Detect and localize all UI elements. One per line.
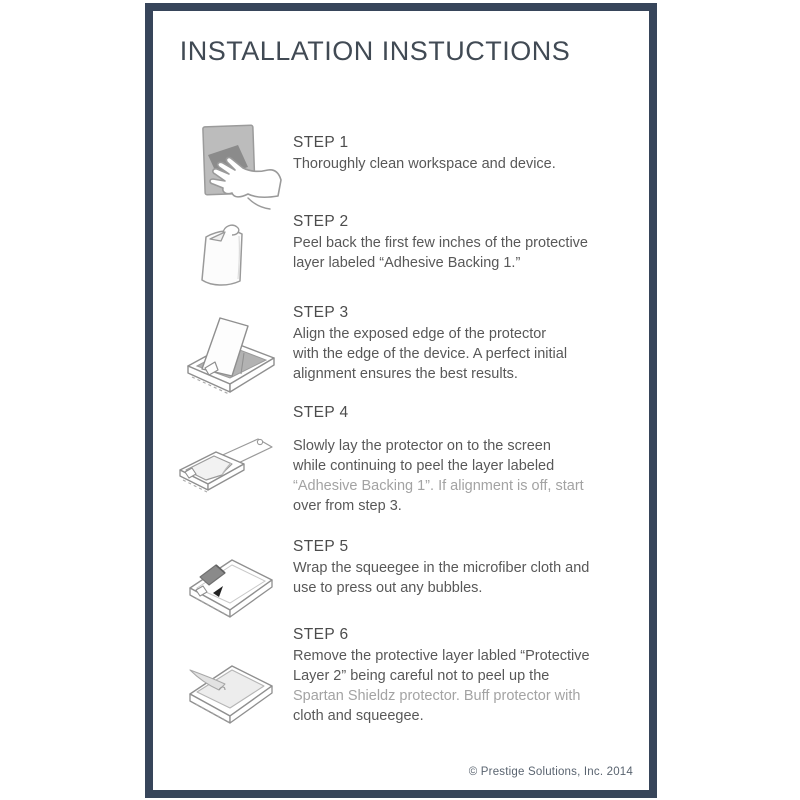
peeling-backing-sheet-illustration	[194, 222, 254, 292]
step-description-line: Peel back the first few inches of the protective	[293, 235, 588, 251]
squeegee-pressing-bubbles-illustration	[184, 546, 276, 620]
step-description-line: layer labeled “Adhesive Backing 1.”	[293, 255, 521, 271]
step-description-line: over from step 3.	[293, 498, 402, 514]
step-description-line: use to press out any bubbles.	[293, 580, 483, 596]
step-label: STEP 6	[293, 626, 349, 643]
step-label: STEP 2	[293, 213, 349, 230]
step-description	[293, 646, 625, 726]
step-description	[293, 154, 625, 174]
footer-copyright: © Prestige Solutions, Inc. 2014	[468, 766, 633, 778]
step-description-line: “Adhesive Backing 1”. If alignment is off, start	[293, 478, 584, 494]
step-description	[293, 324, 625, 384]
laying-protector-on-screen-illustration	[178, 434, 278, 502]
step-description-line: while continuing to peel the layer labeled	[293, 458, 555, 474]
step-description-line: Spartan Shieldz protector. Buff protector with	[293, 688, 581, 704]
step-label: STEP 5	[293, 538, 349, 555]
step-description-line: Thoroughly clean workspace and device.	[293, 156, 556, 172]
removing-protective-layer-illustration	[184, 648, 276, 726]
step-description-line: Wrap the squeegee in the microfiber cloth and	[293, 560, 590, 576]
step-description-line: alignment ensures the best results.	[293, 366, 518, 382]
step-description	[293, 558, 625, 598]
step-description-line: Remove the protective layer labled “Protective	[293, 648, 590, 664]
step-label: STEP 4	[293, 404, 349, 421]
step-description-line: with the edge of the device. A perfect initial	[293, 346, 568, 362]
step-description-line: cloth and squeegee.	[293, 708, 424, 724]
step-label: STEP 1	[293, 134, 349, 151]
hand-cleaning-device-illustration	[188, 122, 284, 212]
step-description	[293, 233, 625, 273]
step-label: STEP 3	[293, 304, 349, 321]
step-description-line: Slowly lay the protector on to the screen	[293, 438, 551, 454]
step-description-line: Align the exposed edge of the protector	[293, 326, 547, 342]
step-description-line: Layer 2” being careful not to peel up the	[293, 668, 550, 684]
aligning-protector-edge-illustration	[184, 312, 276, 396]
page-title: INSTALLATION INSTUCTIONS	[179, 36, 571, 66]
step-description	[293, 436, 625, 516]
